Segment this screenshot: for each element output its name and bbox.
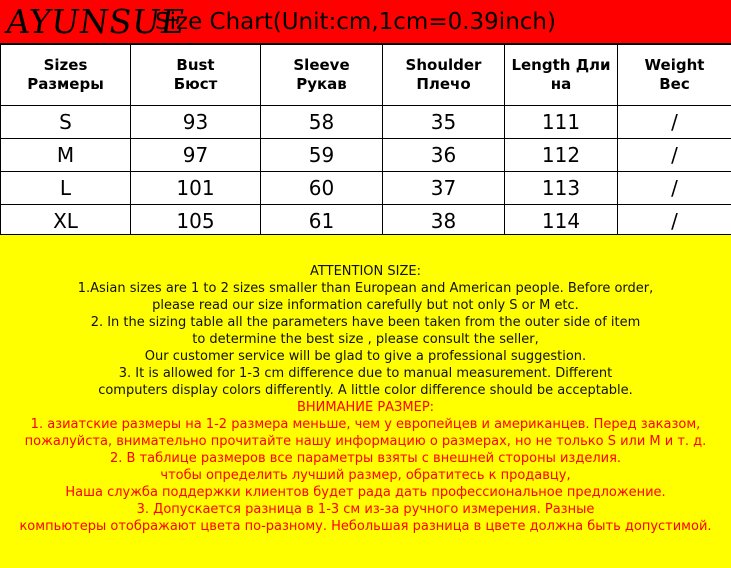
column-header-ru-part: на xyxy=(550,75,572,93)
cell-bust: 93 xyxy=(131,106,261,139)
size-table xyxy=(0,44,731,238)
cell-bust: 97 xyxy=(131,139,261,172)
note-line-en: please read our size information carefully but not only S or M etc. xyxy=(152,298,579,313)
cell-sleeve: 59 xyxy=(261,139,383,172)
note-line-en: 1.Asian sizes are 1 to 2 sizes smaller than European and American people. Before order, xyxy=(77,281,654,296)
column-header-en: Sleeve xyxy=(293,56,350,74)
column-header-length xyxy=(505,45,618,106)
note-line-ru: 2. В таблице размеров все параметры взяты с внешней стороны изделия. xyxy=(109,451,622,466)
table-row xyxy=(1,106,731,139)
note-line-ru: чтобы определить лучший размер, обратитесь к продавцу, xyxy=(160,468,571,483)
cell-shoulder: 38 xyxy=(383,205,505,238)
chart-title: Size Chart(Unit:cm,1cm=0.39inch) xyxy=(155,9,556,35)
column-header-shoulder xyxy=(383,45,505,106)
column-header-ru: Бюст xyxy=(173,75,218,93)
note-line-ru: 3. Допускается разница в 1-3 см из-за ручного измерения. Разные xyxy=(136,502,595,517)
note-line-ru: ВНИМАНИЕ РАЗМЕР: xyxy=(296,400,435,415)
column-header-en: Weight xyxy=(644,56,705,74)
table-row xyxy=(1,172,731,205)
column-header-ru: Размеры xyxy=(27,75,104,93)
column-header-sizes xyxy=(1,45,131,106)
cell-size: L xyxy=(1,172,131,205)
note-line-en: 3. It is allowed for 1-3 cm difference due to manual measurement. Different xyxy=(118,366,613,381)
size-notes-panel xyxy=(0,234,731,568)
note-line-en: computers display colors differently. A little color difference should be acceptable. xyxy=(98,383,633,398)
header-banner xyxy=(0,0,731,44)
column-header-ru: Рукав xyxy=(296,75,347,93)
cell-length: 113 xyxy=(505,172,618,205)
column-header-en: Sizes xyxy=(43,56,88,74)
cell-size: M xyxy=(1,139,131,172)
column-header-bust xyxy=(131,45,261,106)
note-line-en: ATTENTION SIZE: xyxy=(310,264,421,279)
column-header-ru: Плечо xyxy=(416,75,471,93)
column-header-en: Length xyxy=(511,56,571,74)
cell-length: 114 xyxy=(505,205,618,238)
column-header-ru: Вес xyxy=(659,75,690,93)
note-line-en: Our customer service will be glad to give a professional suggestion. xyxy=(144,349,587,364)
cell-bust: 101 xyxy=(131,172,261,205)
cell-size: XL xyxy=(1,205,131,238)
cell-length: 111 xyxy=(505,106,618,139)
column-header-weight xyxy=(618,45,731,106)
cell-shoulder: 35 xyxy=(383,106,505,139)
note-line-ru: компьютеры отображают цвета по-разному. Небольшая разница в цвете должна быть допустимой. xyxy=(19,519,712,534)
column-header-sleeve xyxy=(261,45,383,106)
note-line-ru: пожалуйста, внимательно прочитайте нашу информацию о размерах, но не только S или M и т. д. xyxy=(24,434,707,449)
note-line-en: 2. In the sizing table all the parameters have been taken from the outer side of item xyxy=(90,315,641,330)
cell-size: S xyxy=(1,106,131,139)
brand-logo: AYUNSUE xyxy=(3,2,188,41)
table-row xyxy=(1,139,731,172)
cell-length: 112 xyxy=(505,139,618,172)
cell-weight: / xyxy=(618,205,731,238)
column-header-ru-part: Дли xyxy=(575,56,611,74)
cell-bust: 105 xyxy=(131,205,261,238)
cell-sleeve: 60 xyxy=(261,172,383,205)
cell-weight: / xyxy=(618,139,731,172)
cell-weight: / xyxy=(618,106,731,139)
cell-weight: / xyxy=(618,172,731,205)
cell-sleeve: 61 xyxy=(261,205,383,238)
column-header-en: Bust xyxy=(176,56,215,74)
cell-sleeve: 58 xyxy=(261,106,383,139)
cell-shoulder: 37 xyxy=(383,172,505,205)
column-header-en: Shoulder xyxy=(405,56,482,74)
note-line-ru: Наша служба поддержки клиентов будет рада дать профессиональное предложение. xyxy=(65,485,666,500)
cell-shoulder: 36 xyxy=(383,139,505,172)
note-line-en: to determine the best size , please consult the seller, xyxy=(192,332,539,347)
note-line-ru: 1. азиатские размеры на 1-2 размера меньше, чем у европейцев и американцев. Перед заказом, xyxy=(30,417,701,432)
table-header-row xyxy=(1,45,731,106)
table-row xyxy=(1,205,731,238)
